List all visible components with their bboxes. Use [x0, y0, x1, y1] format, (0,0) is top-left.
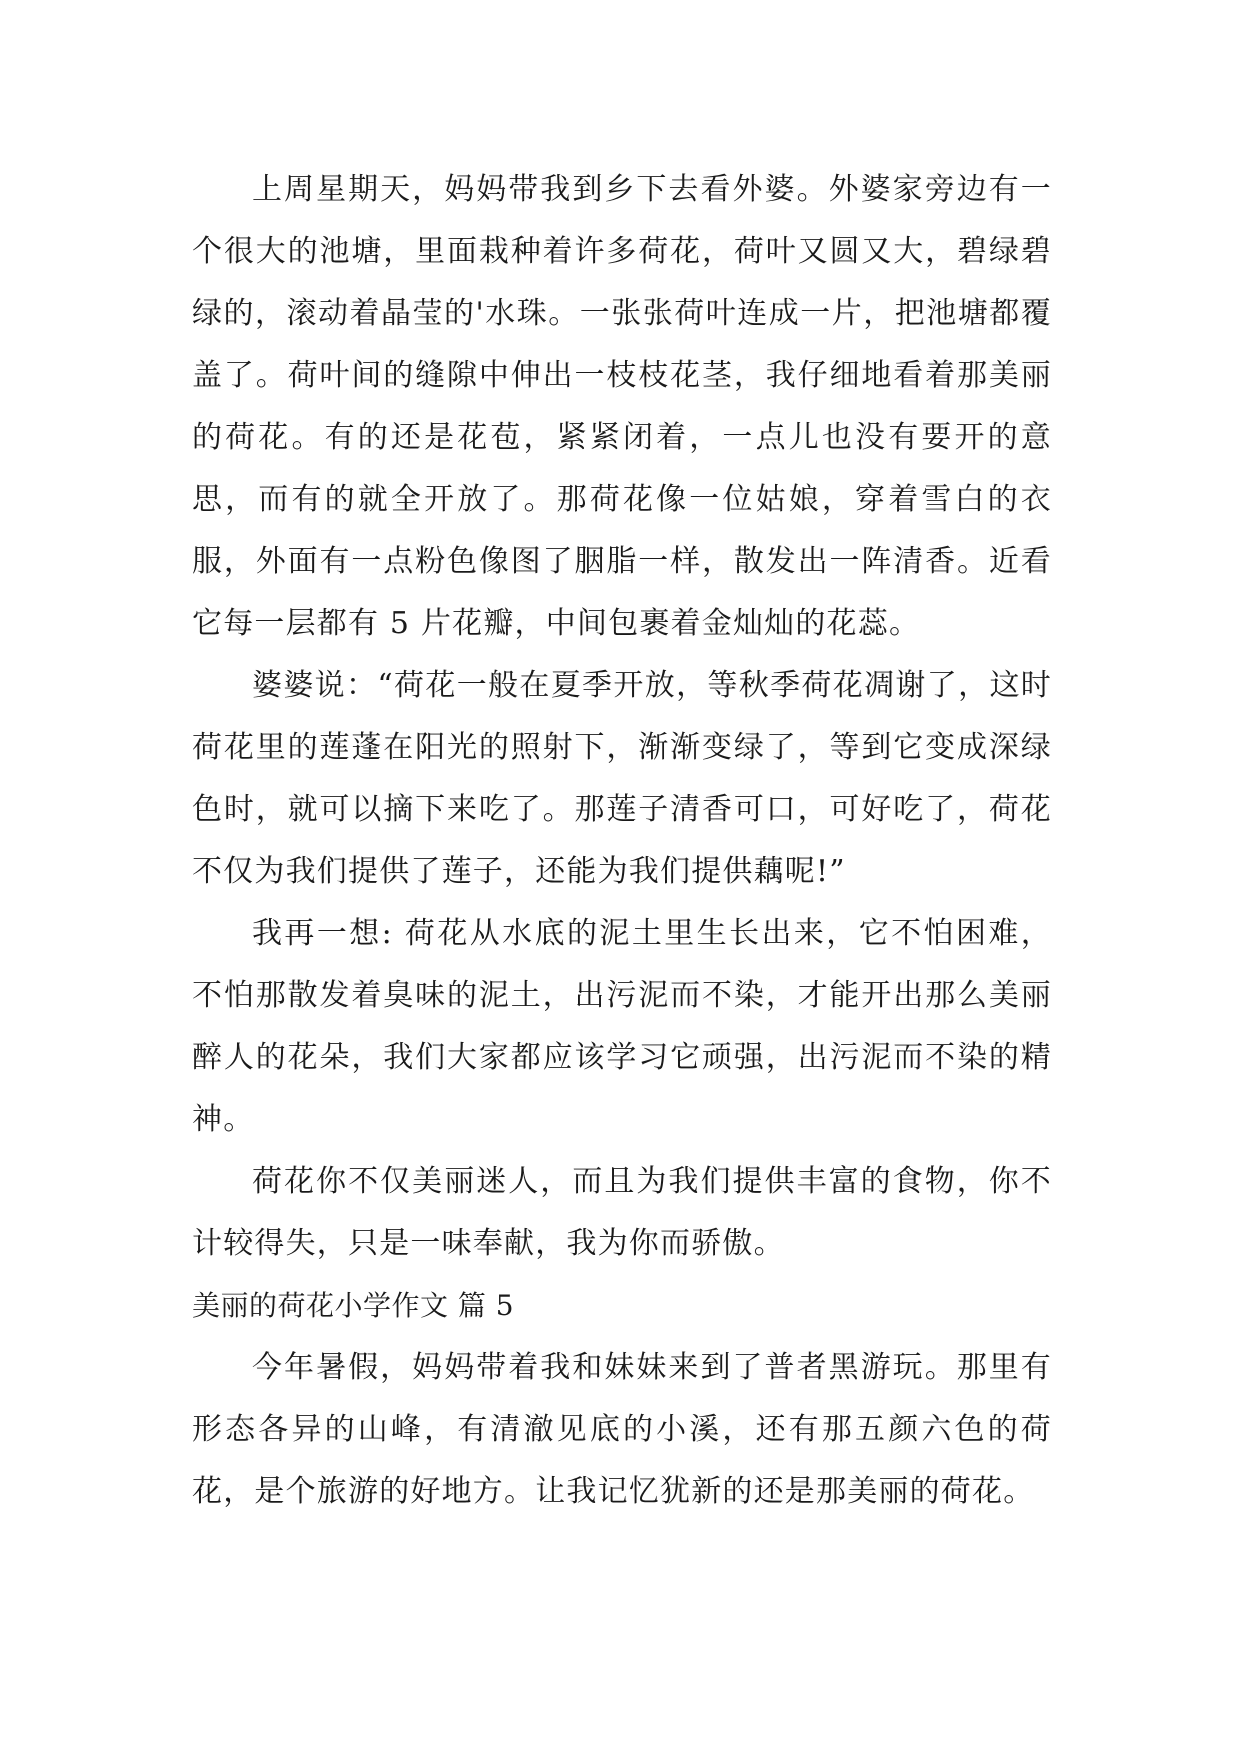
- essay-heading: 美丽的荷花小学作文 篇 5: [192, 1289, 515, 1322]
- paragraph-grandma-quote: 婆婆说：“荷花一般在夏季开放，等秋季荷花凋谢了，这时荷花里的莲蓬在阳光的照射下，渐渐变绿了，等到它变成深绿色时，就可以摘下来吃了。那莲子清香可口，可好吃了，荷花不仅为我们提供了莲子，还能为我们提供藕呢!”: [192, 668, 1052, 889]
- document-body: [192, 159, 1052, 1523]
- paragraph-conclusion: 荷花你不仅美丽迷人，而且为我们提供丰富的食物，你不计较得失，只是一味奉献，我为你而骄傲。: [192, 1164, 1052, 1261]
- paragraph-lotus-pond: 上周星期天，妈妈带我到乡下去看外婆。外婆家旁边有一个很大的池塘，里面栽种着许多荷花，荷叶又圆又大，碧绿碧绿的，滚动着晶莹的'水珠。一张张荷叶连成一片，把池塘都覆盖了。荷叶间的缝隙中伸出一枝枝花茎，我仔细地看着那美丽的荷花。有的还是花苞，紧紧闭着，一点儿也没有要开的意思，而有的就全开放了。那荷花像一位姑娘，穿着雪白的衣服，外面有一点粉色像图了胭脂一样，散发出一阵清香。近看它每一层都有 5 片花瓣，中间包裹着金灿灿的花蕊。: [192, 172, 1052, 641]
- paragraph-reflection: 我再一想: 荷花从水底的泥土里生长出来，它不怕困难，不怕那散发着臭味的泥土，出污泥而不染，才能开出那么美丽醉人的花朵，我们大家都应该学习它顽强，出污泥而不染的精神。: [192, 916, 1052, 1137]
- paragraph-summer-trip: 今年暑假，妈妈带着我和妹妹来到了普者黑游玩。那里有形态各异的山峰，有清澈见底的小溪，还有那五颜六色的荷花，是个旅游的好地方。让我记忆犹新的还是那美丽的荷花。: [192, 1350, 1052, 1509]
